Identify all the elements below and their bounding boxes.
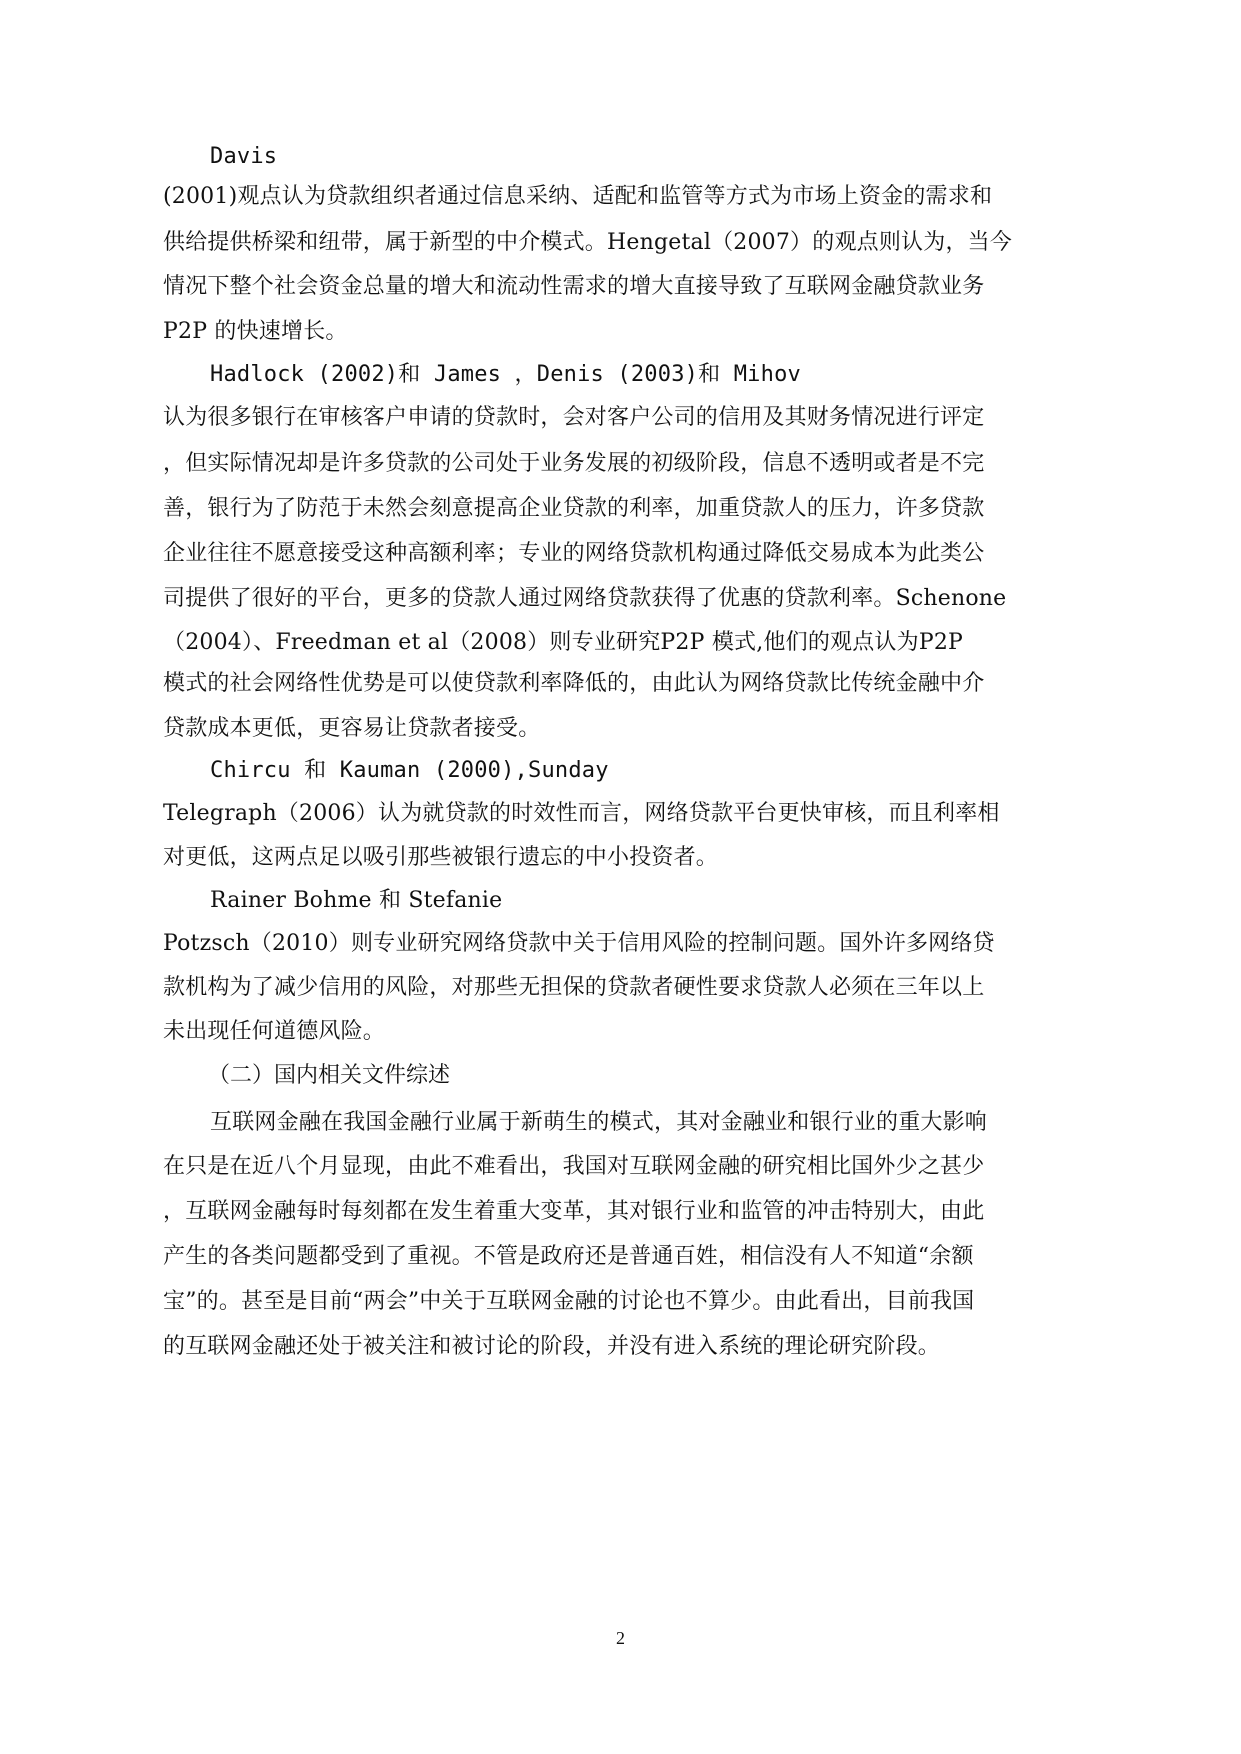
paragraph-line: 的互联网金融还处于被关注和被讨论的阶段，并没有进入系统的理论研究阶段。 <box>163 1334 941 1359</box>
paragraph-line: 模式的社会网络性优势是可以使贷款利率降低的，由此认为网络贷款比传统金融中介 <box>163 671 985 696</box>
paragraph-line: (2001)观点认为贷款组织者通过信息采纳、适配和监管等方式为市场上资金的需求和 <box>163 184 993 209</box>
paragraph-line: 供给提供桥梁和纽带，属于新型的中介模式。Hengetal（2007）的观点则认为，当今 <box>163 230 1013 255</box>
paragraph-line: 司提供了很好的平台，更多的贷款人通过网络贷款获得了优惠的贷款利率。Schenone <box>163 586 1007 611</box>
paragraph-line: 在只是在近八个月显现，由此不难看出，我国对互联网金融的研究相比国外少之甚少 <box>163 1154 985 1179</box>
paragraph-line: （2004）、Freedman et al（2008）则专业研究P2P 模式,他们的观点认为P2P <box>163 630 964 655</box>
paragraph-line: Davis <box>210 144 278 169</box>
paragraph-line: 贷款成本更低，更容易让贷款者接受。 <box>163 716 541 741</box>
paragraph-line: ，互联网金融每时每刻都在发生着重大变革，其对银行业和监管的冲击特别大，由此 <box>163 1199 985 1224</box>
paragraph-line: Telegraph（2006）认为就贷款的时效性而言，网络贷款平台更快审核，而且利率相 <box>163 801 1000 826</box>
paragraph-line: 宝”的。甚至是目前“两会”中关于互联网金融的讨论也不算少。由此看出，目前我国 <box>163 1289 975 1314</box>
paragraph-line: Chircu 和 Kauman (2000),Sunday <box>210 758 609 783</box>
paragraph-line: 善，银行为了防范于未然会刻意提高企业贷款的利率，加重贷款人的压力，许多贷款 <box>163 496 985 521</box>
paragraph-line: 未出现任何道德风险。 <box>163 1019 386 1044</box>
paragraph-line: Potzsch（2010）则专业研究网络贷款中关于信用风险的控制问题。国外许多网络贷 <box>163 931 995 956</box>
paragraph-line: 企业往往不愿意接受这种高额利率；专业的网络贷款机构通过降低交易成本为此类公 <box>163 541 985 566</box>
paragraph-line: ，但实际情况却是许多贷款的公司处于业务发展的初级阶段，信息不透明或者是不完 <box>163 451 985 476</box>
paragraph-line: 情况下整个社会资金总量的增大和流动性需求的增大直接导致了互联网金融贷款业务 <box>163 274 985 299</box>
paragraph-line: 款机构为了减少信用的风险，对那些无担保的贷款者硬性要求贷款人必须在三年以上 <box>163 975 985 1000</box>
paragraph-line: 认为很多银行在审核客户申请的贷款时，会对客户公司的信用及其财务情况进行评定 <box>163 405 985 430</box>
paragraph-line: Hadlock (2002)和 James ，Denis (2003)和 Mihov <box>210 362 801 387</box>
paragraph-line: 产生的各类问题都受到了重视。不管是政府还是普通百姓，相信没有人不知道“余额 <box>163 1244 974 1269</box>
paragraph-line: P2P 的快速增长。 <box>163 319 348 344</box>
page-number: 2 <box>616 1628 625 1648</box>
paragraph-line: 互联网金融在我国金融行业属于新萌生的模式，其对金融业和银行业的重大影响 <box>210 1110 988 1135</box>
paragraph-line: Rainer Bohme 和 Stefanie <box>210 888 503 913</box>
section-heading: （二）国内相关文件综述 <box>208 1063 451 1088</box>
paragraph-line: 对更低，这两点足以吸引那些被银行遗忘的中小投资者。 <box>163 845 719 870</box>
